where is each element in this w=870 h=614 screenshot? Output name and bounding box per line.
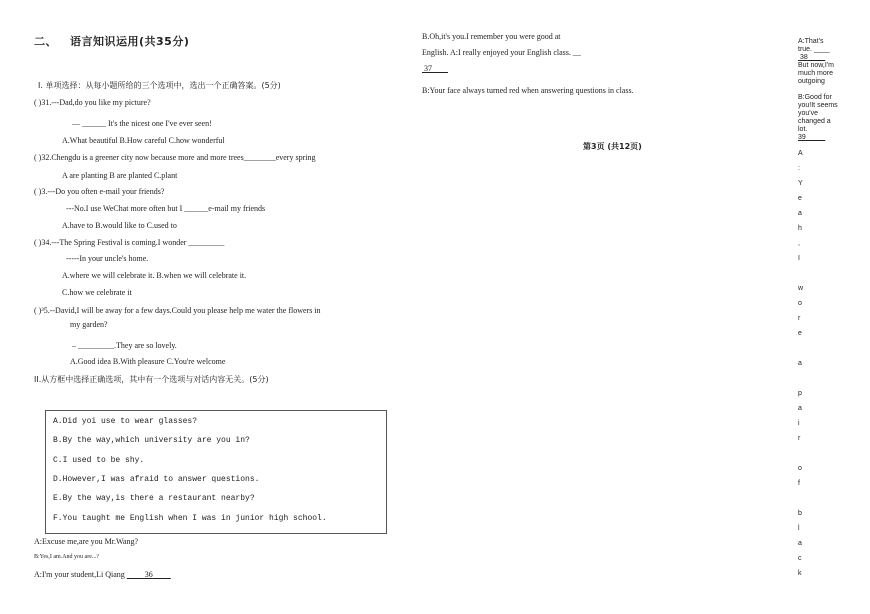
dialogue-line-3 (34, 570, 171, 580)
vchar: , (798, 240, 800, 247)
vchar: I (798, 255, 800, 262)
q34-options2: C.how we celebrate it (62, 288, 132, 297)
box-option-e: E.By the way,is there a restaurant nearby? (53, 494, 255, 503)
vchar (798, 345, 838, 360)
q34-stem: ( )34.---The Spring Festival is coming.I wonder _________ (34, 238, 225, 247)
right-line-4: B:Your face always turned red when answering questions in class. (422, 86, 634, 95)
section-title: 语言知识运用(共35分) (70, 35, 190, 48)
vchar (798, 450, 838, 465)
vchar: b (798, 510, 802, 517)
blank-36 (127, 570, 171, 579)
q35-line2: my garden? (70, 320, 108, 329)
q33-line2: ---No.I use WeChat more often but I ______e-mail my friends (66, 204, 266, 213)
vchar: r (798, 315, 801, 322)
q31-line2: — ______ It's the nicest one I've ever seen! (72, 119, 212, 128)
side-column (798, 38, 838, 585)
part1-heading: I. 单项选择：从每小题所给的三个选项中，选出一个正确答案。(5分) (38, 81, 281, 90)
vchar: : (798, 165, 800, 172)
vchar: p (798, 390, 802, 397)
q35-line3: – _________.They are so lovely. (72, 341, 177, 350)
vchar (798, 495, 838, 510)
q31-stem: ( )31.---Dad,do you like my picture? (34, 98, 151, 107)
box-option-d: D.However,I was afraid to answer questions. (53, 475, 260, 484)
vchar: h (798, 225, 802, 232)
blank-37 (422, 64, 448, 74)
vertical-text (798, 150, 838, 585)
vchar: i (798, 420, 800, 427)
box-option-f: F.You taught me English when I was in junior high school. (53, 514, 327, 523)
dialogue-line-3-text: A:I'm your student,Li Qiang (34, 570, 127, 579)
vchar: r (798, 435, 801, 442)
blank-38: 38 (799, 54, 808, 61)
side-block-2-text: B:Good for you!It seems you've changed a lot. (798, 94, 838, 133)
vchar: e (798, 195, 802, 202)
vchar: Y (798, 180, 803, 187)
box-option-c: C.I used to be shy. (53, 456, 145, 465)
right-line-1: B.Oh,it's you.I remember you were good at (422, 32, 561, 41)
vchar: A (798, 150, 803, 157)
q32-options: A are planting B are planted C.plant (62, 171, 178, 180)
q34-line2: -----In your uncle's home. (66, 254, 149, 263)
blank-36-number: 36 (144, 570, 153, 579)
right-line-2: English. A:I really enjoyed your English class. __ (422, 48, 581, 57)
q31-options: A.What beautiful B.How careful C.how wonderful (62, 136, 225, 145)
vchar: c (798, 555, 802, 562)
vchar (798, 375, 838, 390)
side-block-1-text: A:That's true. ____ (798, 38, 830, 53)
dialogue-line-1: A:Excuse me,are you Mr.Wang? (34, 537, 138, 546)
page-number: 第3页 (共12页) (583, 142, 642, 151)
blank-39: 39 (798, 134, 806, 141)
vchar: l (798, 525, 800, 532)
vchar: k (798, 570, 802, 577)
vchar: a (798, 360, 802, 367)
vchar: w (798, 285, 804, 292)
q33-options: A.have to B.would like to C.used to (62, 221, 177, 230)
options-box (45, 410, 387, 534)
vchar: a (798, 540, 802, 547)
section-number: 二、 (34, 35, 57, 48)
vchar: f (798, 480, 800, 487)
vchar: o (798, 465, 802, 472)
blank-37-number: 37 (424, 64, 432, 73)
side-block-1b-text: But now,I'm much more outgoing (798, 62, 834, 85)
q32-stem: ( )32.Chengdu is a greener city now because more and more trees________every spring (34, 153, 316, 162)
part2-heading: II.从方框中选择正确选项，其中有一个选项与对话内容无关。(5分) (34, 375, 269, 384)
vchar (798, 270, 838, 285)
q33-stem: ( )3.---Do you often e-mail your friends? (34, 187, 165, 196)
vchar: e (798, 330, 802, 337)
box-option-a: A.Did yoi use to wear glasses? (53, 417, 198, 426)
side-block-1 (798, 38, 838, 86)
vchar: a (798, 405, 802, 412)
q34-options: A.where we will celebrate it. B.when we will celebrate it. (62, 271, 247, 280)
q35-stem: ( )³5.--David,I will be away for a few days.Could you please help me water the flowers in (34, 306, 321, 315)
vchar: o (798, 300, 802, 307)
vchar: a (798, 210, 802, 217)
dialogue-line-2: B:Yes,I am.And you are...? (34, 554, 100, 560)
box-option-b: B.By the way,which university are you in? (53, 436, 250, 445)
side-block-2 (798, 94, 838, 142)
q35-options: A.Good idea B.With pleasure C.You're welcome (70, 357, 226, 366)
